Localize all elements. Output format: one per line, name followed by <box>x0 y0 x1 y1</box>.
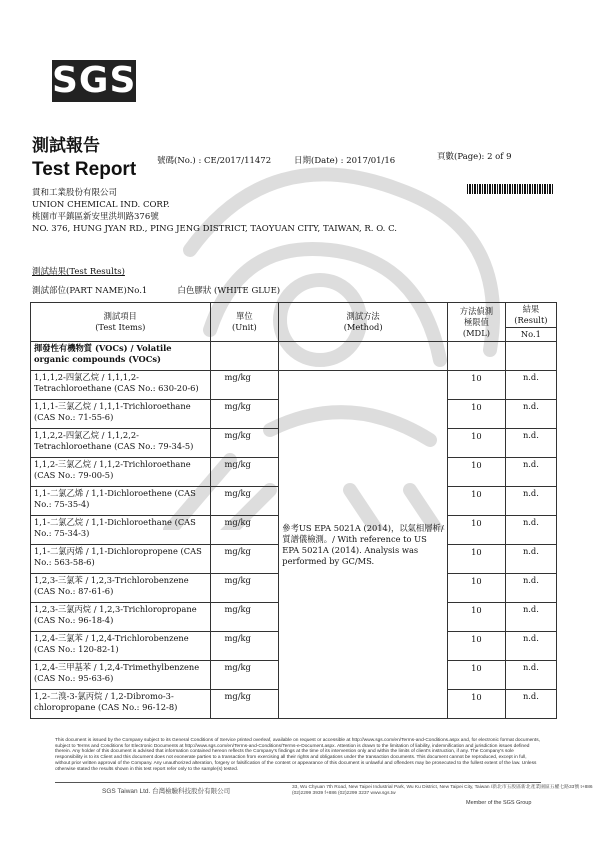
unit-cell: mg/kg <box>210 632 279 661</box>
sgs-logo: SGS <box>52 60 137 101</box>
test-item: 1,2,3-三氯丙烷 / 1,2,3-Trichloropropane (CAS No.: 96-18-4) <box>31 603 211 632</box>
method-cell: 參考US EPA 5021A (2014)，以氣相層析/質譜儀檢測。/ With reference to US EPA 5021A (2014). Analysis was performed by GC/MS. <box>279 371 448 719</box>
mdl-cell: 10 <box>447 574 505 603</box>
result-cell: n.d. <box>505 603 556 632</box>
result-cell: n.d. <box>505 574 556 603</box>
footer-divider <box>55 782 541 783</box>
mdl-cell: 10 <box>447 400 505 429</box>
applicant-name-en: UNION CHEMICAL IND. CORP. <box>32 200 170 210</box>
result-cell: n.d. <box>505 545 556 574</box>
group-label: 揮發性有機物質 (VOCs) / Volatile organic compounds (VOCs) <box>31 342 211 371</box>
result-cell: n.d. <box>505 690 556 719</box>
table-row <box>31 371 557 400</box>
test-item: 1,2,4-三甲基苯 / 1,2,4-Trimethylbenzene (CAS No.: 95-63-6) <box>31 661 211 690</box>
mdl-cell: 10 <box>447 632 505 661</box>
test-item: 1,1-二氯乙烯 / 1,1-Dichloroethene (CAS No.: 75-35-4) <box>31 487 211 516</box>
report-number: 號碼(No.) : CE/2017/11472 <box>157 156 272 166</box>
applicant-block <box>32 187 397 235</box>
footer-address: 33, Wu Chyuan 7th Road, New Taipei Industrial Park, Wu Ku District, New Taipei City, Taiwan /新北市五股區新北產業園區五權七路33號 t+886 (02)2299 3939 f+886 (02)2299 3237 www.sgs.tw <box>292 785 593 796</box>
mdl-cell: 10 <box>447 516 505 545</box>
part-name-line <box>32 284 280 296</box>
part-label: 測試部位(PART NAME)No.1 <box>32 286 148 296</box>
mdl-cell: 10 <box>447 487 505 516</box>
header-mdl: 方法偵測 極限值 (MDL) <box>447 303 505 342</box>
mdl-cell: 10 <box>447 603 505 632</box>
applicant-address-en: NO. 376, HUNG JYAN RD., PING JENG DISTRICT, TAOYUAN CITY, TAIWAN, R. O. C. <box>32 224 397 234</box>
test-item: 1,1-二氯丙烯 / 1,1-Dichloropropene (CAS No.: 563-58-6) <box>31 545 211 574</box>
result-cell: n.d. <box>505 487 556 516</box>
result-cell: n.d. <box>505 632 556 661</box>
result-cell: n.d. <box>505 400 556 429</box>
unit-cell: mg/kg <box>210 545 279 574</box>
test-item: 1,1,2,2-四氯乙烷 / 1,1,2,2-Tetrachloroethane (CAS No.: 79-34-5) <box>31 429 211 458</box>
unit-cell: mg/kg <box>210 458 279 487</box>
result-cell: n.d. <box>505 371 556 400</box>
result-cell: n.d. <box>505 458 556 487</box>
test-item: 1,1,1,2-四氯乙烷 / 1,1,1,2-Tetrachloroethane (CAS No.: 630-20-6) <box>31 371 211 400</box>
result-cell: n.d. <box>505 429 556 458</box>
unit-cell: mg/kg <box>210 487 279 516</box>
unit-cell: mg/kg <box>210 661 279 690</box>
unit-cell: mg/kg <box>210 690 279 719</box>
footer-member: Member of the SGS Group <box>466 800 532 806</box>
results-heading: 測試結果(Test Results) <box>32 267 125 277</box>
header-unit: 單位 (Unit) <box>210 303 279 342</box>
unit-cell: mg/kg <box>210 516 279 545</box>
test-item: 1,2,3-三氯苯 / 1,2,3-Trichlorobenzene (CAS No.: 87-61-6) <box>31 574 211 603</box>
footer-company: SGS Taiwan Ltd. 台灣檢驗科技股份有限公司 <box>102 788 231 795</box>
header-test-items: 測試項目 (Test Items) <box>31 303 211 342</box>
results-table <box>30 302 557 719</box>
mdl-cell: 10 <box>447 371 505 400</box>
result-cell: n.d. <box>505 516 556 545</box>
mdl-cell: 10 <box>447 690 505 719</box>
unit-cell: mg/kg <box>210 400 279 429</box>
unit-cell: mg/kg <box>210 429 279 458</box>
test-item: 1,1-二氯乙烷 / 1,1-Dichloroethane (CAS No.: 75-34-3) <box>31 516 211 545</box>
applicant-address-cn: 桃園市平鎮區新安里洪圳路376號 <box>32 212 159 222</box>
report-title-cn: 測試報告 <box>32 136 100 156</box>
barcode <box>467 184 553 194</box>
result-cell: n.d. <box>505 661 556 690</box>
report-title-en: Test Report <box>32 159 137 180</box>
unit-cell: mg/kg <box>210 371 279 400</box>
mdl-cell: 10 <box>447 545 505 574</box>
header-result: 結果 (Result) <box>505 303 556 328</box>
applicant-name-cn: 貫和工業股份有限公司 <box>32 188 118 198</box>
mdl-cell: 10 <box>447 429 505 458</box>
legal-disclaimer: This document is issued by the Company subject to its General Conditions of Service printed overleaf, available on request or accessible at http://www.sgs.com/en/Terms-and-Conditions.aspx and, for electronic format documents, subject to Terms and Conditions for Electronic Documents at http://www.sgs.com/en/Terms-and-Conditions/Terms-e-Document.aspx. Attention is drawn to the limitation of liability, indemnification and jurisdiction issues defined therein. Any holder of this document is advised that information contained hereon reflects the Company's findings at the time of its intervention only and within the limits of client's instruction, if any. The Company's sole responsibility is to its Client and this document does not exonerate parties to a transaction from exercising all their rights and obligations under the transaction documents. This document cannot be reproduced, except in full, without prior written approval of the Company. Any unauthorized alteration, forgery or falsification of the content or appearance of this document is unlawful and offenders may be prosecuted to the fullest extent of the law. Unless otherwise stated the results shown in this test report refer only to the sample(s) tested. <box>55 738 540 772</box>
header-method: 測試方法 (Method) <box>279 303 448 342</box>
test-item: 1,2,4-三氯苯 / 1,2,4-Trichlorobenzene (CAS No.: 120-82-1) <box>31 632 211 661</box>
unit-cell: mg/kg <box>210 603 279 632</box>
unit-cell: mg/kg <box>210 574 279 603</box>
mdl-cell: 10 <box>447 661 505 690</box>
page-number: 頁數(Page): 2 of 9 <box>437 152 512 162</box>
report-date: 日期(Date) : 2017/01/16 <box>294 156 396 166</box>
test-item: 1,1,1-三氯乙烷 / 1,1,1-Trichloroethane (CAS No.: 71-55-6) <box>31 400 211 429</box>
header-sample-no: No.1 <box>505 328 556 342</box>
test-item: 1,2-二溴-3-氯丙烷 / 1,2-Dibromo-3-chloropropane (CAS No.: 96-12-8) <box>31 690 211 719</box>
mdl-cell: 10 <box>447 458 505 487</box>
part-value: 白色膠狀 (WHITE GLUE) <box>177 286 281 296</box>
test-item: 1,1,2-三氯乙烷 / 1,1,2-Trichloroethane (CAS No.: 79-00-5) <box>31 458 211 487</box>
